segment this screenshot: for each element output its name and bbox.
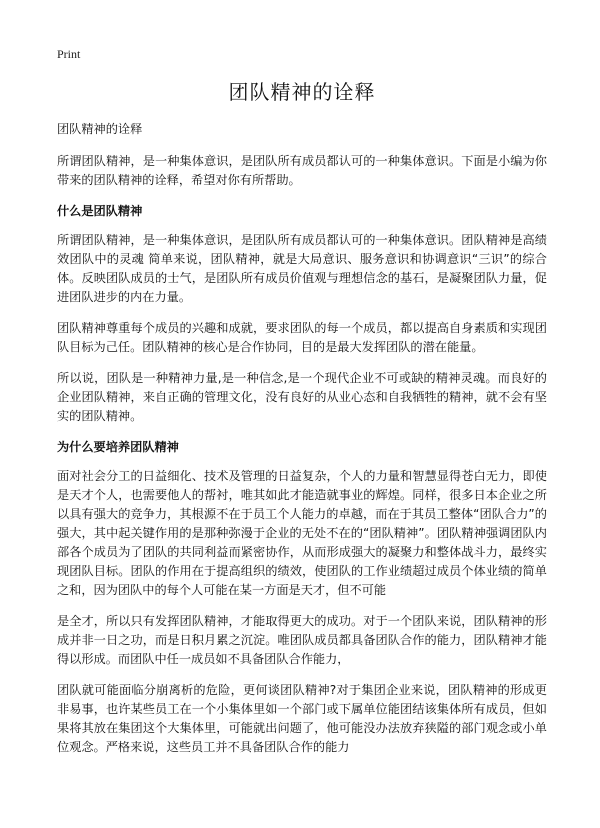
section1-paragraph-2: 团队精神尊重每个成员的兴趣和成就，要求团队的每一个成员，都以提高自身素质和实现团队目标为己任。团队精神的核心是合作协同，目的是最大发挥团队的潜在能量。 [57, 321, 547, 354]
section2-paragraph-2: 是全才，所以只有发挥团队精神，才能取得更大的成功。对于一个团队来说，团队精神的形成并非一日之功，而是日积月累之沉淀。唯团队成员都具备团队合作的能力，团队精神才能得以形成。而团队中任一成员如不具备团队合作能力， [57, 614, 547, 666]
article-body [57, 120, 547, 757]
page-title: 团队精神的诠释 [228, 80, 376, 104]
section2-paragraph-1: 面对社会分工的日益细化、技术及管理的日益复杂，个人的力量和智慧显得苍白无力，即使是天才个人，也需要他人的帮衬，唯其如此才能造就事业的辉煌。同样，很多日本企业之所以具有强大的竞争力，其根源不在于员工个人能力的卓越，而在于其员工整体“团队合力”的强大，其中起关键作用的是那种弥漫于企业的无处不在的“团队精神”。团队精神强调团队内部各个成员为了团队的共同利益而紧密协作，从而形成强大的凝聚力和整体战斗力，最终实现团队目标。团队的作用在于提高组织的绩效，使团队的工作业绩超过成员个体业绩的简单之和，因为团队中的每个人可能在某一方面是天才，但不可能 [57, 469, 547, 597]
print-label: Print [57, 47, 81, 61]
intro-paragraph: 所谓团队精神，是一种集体意识，是团队所有成员都认可的一种集体意识。下面是小编为你带来的团队精神的诠释，希望对你有所帮助。 [57, 154, 547, 187]
section2-heading: 为什么要培养团队精神 [57, 440, 179, 454]
section1-heading: 什么是团队精神 [57, 204, 143, 218]
section1-paragraph-3: 所以说，团队是一种精神力量,是一种信念,是一个现代企业不可或缺的精神灵魂。而良好的企业团队精神，来自正确的管理文化，没有良好的从业心态和自我牺牲的精神，就不会有坚实的团队精神。 [57, 371, 547, 423]
section1-paragraph-1: 所谓团队精神，是一种集体意识，是团队所有成员都认可的一种集体意识。团队精神是高绩效团队中的灵魂 简单来说，团队精神，就是大局意识、服务意识和协调意识“三识”的综合体。反映团队成员的士气，是团队所有成员价值观与理想信念的基石，是凝聚团队力量，促进团队进步的内在力量。 [57, 233, 547, 304]
article-subtitle: 团队精神的诠释 [57, 122, 143, 136]
section2-paragraph-3: 团队就可能面临分崩离析的危险，更何谈团队精神?对于集团企业来说，团队精神的形成更非易事，也许某些员工在一个小集体里如一个部门或下属单位能团结该集体所有成员，但如果将其放在集团这个大集体里，可能就出问题了，他可能没办法放弃狭隘的部门观念或小单位观念。严格来说，这些员工并不具备团队合作的能力 [57, 683, 547, 754]
